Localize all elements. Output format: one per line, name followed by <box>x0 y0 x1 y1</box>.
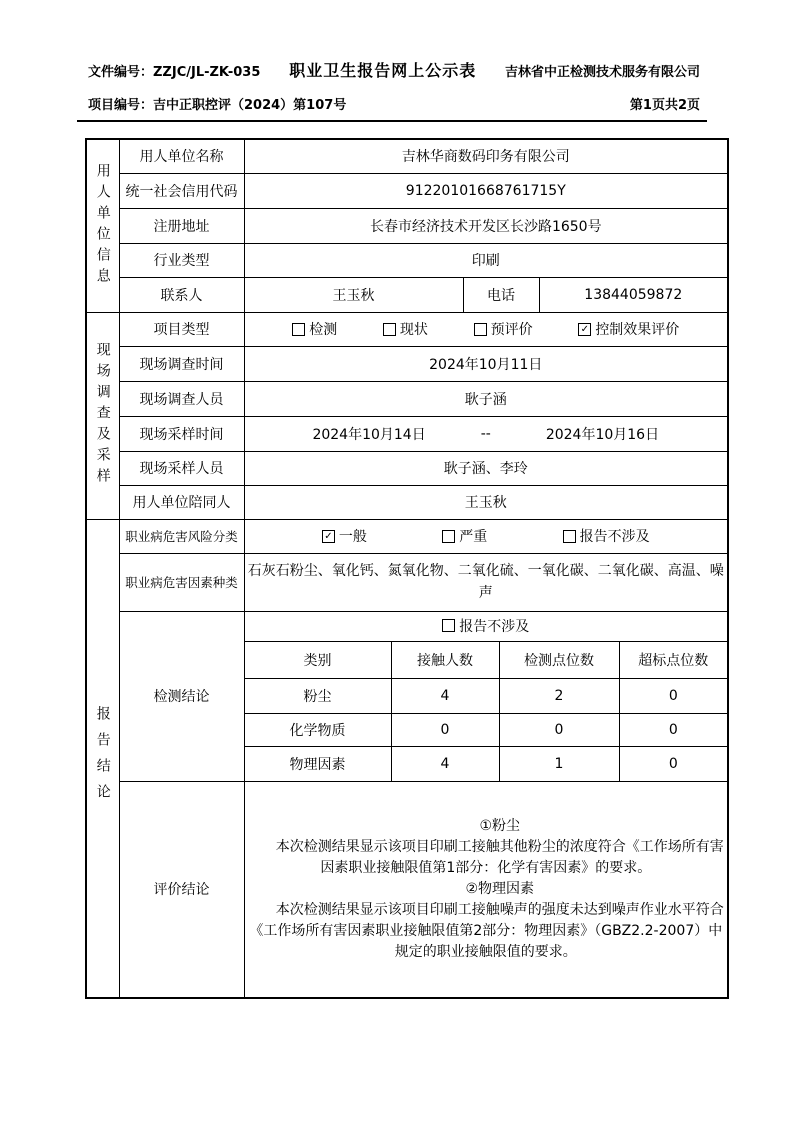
evaluation-text <box>244 781 728 998</box>
field-label-credit-code: 统一社会信用代码 <box>119 173 244 208</box>
company-name: 吉林省中正检测技术服务有限公司 <box>504 65 700 80</box>
field-value-accompany: 王玉秋 <box>244 485 728 519</box>
field-value-survey-date: 2024年10月11日 <box>244 346 728 381</box>
header-line-2 <box>88 94 700 113</box>
field-value-contact-name: 王玉秋 <box>244 277 463 312</box>
field-label-evaluation: 评价结论 <box>119 781 244 998</box>
cell-points: 1 <box>499 746 619 781</box>
column-header-exposed: 接触人数 <box>391 641 499 678</box>
table-row <box>86 139 728 173</box>
sampling-date-separator: -- <box>480 425 491 442</box>
evaluation-paragraph: 本次检测结果显示该项目印刷工接触其他粉尘的浓度符合《工作场所有害因素职业接触限值第1部分：化学有害因素》的要求。 <box>275 838 724 876</box>
column-header-category: 类别 <box>244 641 391 678</box>
checkbox-label: 一般 <box>338 529 367 545</box>
field-value-address: 长春市经济技术开发区长沙路1650号 <box>244 208 728 243</box>
cell-category: 物理因素 <box>244 746 391 781</box>
table-row <box>86 381 728 416</box>
field-label-sampling-staff: 现场采样人员 <box>119 451 244 485</box>
checkbox-option-yiban <box>322 526 367 546</box>
form-table <box>85 138 729 999</box>
table-row <box>86 243 728 277</box>
checkbox-label: 现状 <box>399 322 428 338</box>
field-label-sampling-date: 现场采样时间 <box>119 416 244 451</box>
field-label-phone: 电话 <box>463 277 539 312</box>
column-header-over-limit: 超标点位数 <box>619 641 728 678</box>
evaluation-paragraph: 本次检测结果显示该项目印刷工接触噪声的强度未达到噪声作业水平符合《工作场所有害因素职业接触限值第2部分：物理因素》（GBZ2.2-2007）中规定的职业接触限值的要求。 <box>249 901 724 960</box>
project-type-options <box>244 312 728 346</box>
checkbox-option-xianzhuang <box>383 319 428 339</box>
field-label-project-type: 项目类型 <box>119 312 244 346</box>
page-title: 职业卫生报告网上公示表 <box>289 61 477 80</box>
evaluation-paragraph: ②物理因素 <box>465 880 535 897</box>
checkbox-label: 检测 <box>309 322 338 338</box>
checkbox-icon <box>442 530 455 543</box>
checkbox-icon <box>563 530 576 543</box>
sampling-date-to: 2024年10月16日 <box>545 426 660 443</box>
field-value-sampling-date <box>244 416 728 451</box>
cell-category: 化学物质 <box>244 713 391 746</box>
cell-over-limit: 0 <box>619 678 728 713</box>
field-value-industry: 印刷 <box>244 243 728 277</box>
table-row <box>86 346 728 381</box>
checkbox-label: 报告不涉及 <box>459 618 530 635</box>
cell-exposed: 4 <box>391 746 499 781</box>
checkbox-icon <box>383 323 396 336</box>
checkbox-option-jiance <box>292 319 337 339</box>
table-row <box>86 519 728 553</box>
evaluation-paragraph: ①粉尘 <box>479 817 521 834</box>
section-label-conclusion: 报告结论 <box>86 519 119 998</box>
checkbox-option-bushejifenlei <box>563 526 650 546</box>
field-label-risk-class: 职业病危害风险分类 <box>119 519 244 553</box>
field-value-employer-name: 吉林华商数码印务有限公司 <box>244 139 728 173</box>
field-value-phone: 13844059872 <box>539 277 728 312</box>
table-row <box>86 277 728 312</box>
checkbox-option-detection-na <box>442 616 529 636</box>
table-row <box>86 312 728 346</box>
table-row <box>86 553 728 611</box>
cell-exposed: 4 <box>391 678 499 713</box>
checkbox-label: 预评价 <box>490 322 533 338</box>
field-label-accompany: 用人单位陪同人 <box>119 485 244 519</box>
checkbox-option-yanzhong <box>442 526 487 546</box>
table-row <box>86 173 728 208</box>
checkbox-icon: ✓ <box>578 323 591 336</box>
table-row <box>86 485 728 519</box>
header-line-1 <box>88 58 700 81</box>
cell-category: 粉尘 <box>244 678 391 713</box>
header-rule <box>77 120 707 122</box>
field-label-address: 注册地址 <box>119 208 244 243</box>
checkbox-option-yupingjia <box>474 319 533 339</box>
field-value-hazard-factors: 石灰石粉尘、氧化钙、氮氧化物、二氧化硫、一氧化碳、二氧化碳、高温、噪声 <box>244 553 728 611</box>
sampling-date-from: 2024年10月14日 <box>312 426 426 443</box>
section-label-employer: 用人单位信息 <box>86 139 119 312</box>
field-value-credit-code: 91220101668761715Y <box>244 173 728 208</box>
field-label-contact: 联系人 <box>119 277 244 312</box>
column-header-points: 检测点位数 <box>499 641 619 678</box>
cell-over-limit: 0 <box>619 746 728 781</box>
checkbox-label: 报告不涉及 <box>579 529 650 545</box>
cell-points: 2 <box>499 678 619 713</box>
checkbox-icon <box>442 619 455 632</box>
checkbox-icon <box>292 323 305 336</box>
table-row <box>86 611 728 641</box>
section-label-survey: 现场调查及采样 <box>86 312 119 519</box>
risk-class-options <box>244 519 728 553</box>
field-label-survey-date: 现场调查时间 <box>119 346 244 381</box>
file-number: 文件编号：ZZJC/JL-ZK-035 <box>88 65 261 80</box>
cell-over-limit: 0 <box>619 713 728 746</box>
detection-na-option <box>244 611 728 641</box>
page-number: 第1页共2页 <box>629 98 700 113</box>
cell-points: 0 <box>499 713 619 746</box>
field-label-survey-staff: 现场调查人员 <box>119 381 244 416</box>
field-label-employer-name: 用人单位名称 <box>119 139 244 173</box>
field-value-survey-staff: 耿子涵 <box>244 381 728 416</box>
checkbox-option-kongzhixiaoguo <box>578 319 679 339</box>
checkbox-icon: ✓ <box>322 530 335 543</box>
field-label-hazard-factors: 职业病危害因素种类 <box>119 553 244 611</box>
field-value-sampling-staff: 耿子涵、李玲 <box>244 451 728 485</box>
checkbox-icon <box>474 323 487 336</box>
field-label-detection-conclusion: 检测结论 <box>119 611 244 781</box>
table-row <box>86 451 728 485</box>
cell-exposed: 0 <box>391 713 499 746</box>
checkbox-label: 严重 <box>459 529 488 545</box>
table-row <box>86 781 728 998</box>
table-row <box>86 416 728 451</box>
table-row <box>86 208 728 243</box>
project-number: 项目编号：吉中正职控评（2024）第107号 <box>88 98 347 113</box>
checkbox-label: 控制效果评价 <box>595 322 680 338</box>
field-label-industry: 行业类型 <box>119 243 244 277</box>
